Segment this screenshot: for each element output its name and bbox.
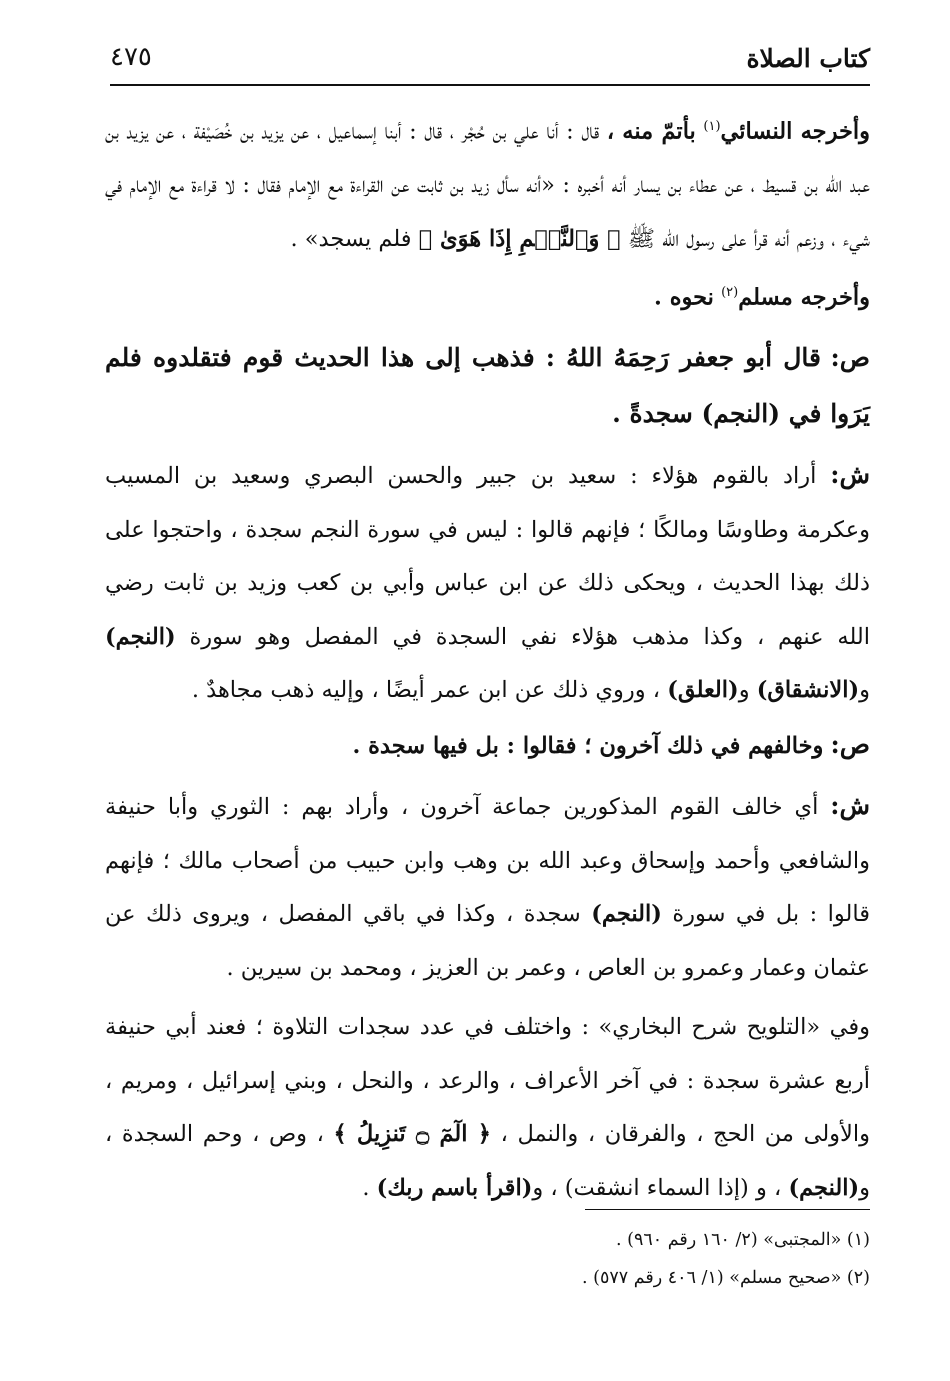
source-lead: وأخرجه النسائي xyxy=(720,118,871,145)
page-header xyxy=(110,40,870,86)
surah-name: (النجم) xyxy=(591,901,662,927)
quran-quote: ﴿ الٓمٓ ۝ تَنزِيلُ ﴾ xyxy=(333,1121,491,1147)
footnote-1: (١) «المجتبى» (٢/ ١٦٠ رقم ٩٦٠) . xyxy=(615,1230,870,1250)
footnote-2: (٢) «صحيح مسلم» (١/ ٤٠٦ رقم ٥٧٧) . xyxy=(582,1268,870,1288)
talwih-text: . xyxy=(362,1174,370,1201)
source-lead: وأخرجه مسلم xyxy=(738,284,870,311)
paragraph-sharh-1 xyxy=(105,448,870,718)
matn-text: وخالفهم في ذلك آخرون ؛ فقالوا : بل فيها سجدة . xyxy=(352,732,824,759)
paragraph-sharh-2 xyxy=(105,779,870,995)
sad-label: ص: xyxy=(830,729,870,759)
footnote-separator xyxy=(585,1209,870,1210)
sharh-text: أراد بالقوم هؤلاء : سعيد بن جبير والحسن البصري وسعيد بن المسيب وعكرمة وطاوسًا ومالكًا ؛ فإنهم قالوا : ليس في سورة النجم سجدة ، واحتجوا على ذلك بهذا الحديث ، ويحكى ذلك عن ابن عباس وأبي بن كعب وزيد بن ثابت رضي الله عنهم ، وكذا مذهب هؤلاء نفي السجدة في المفصل وهو سورة xyxy=(105,463,871,650)
paragraph-talwih xyxy=(105,1001,870,1215)
surah-name: (اقرأ باسم ربك) xyxy=(376,1174,533,1201)
main-text xyxy=(105,100,870,1215)
source-note: بأتمّ منه ، xyxy=(606,118,696,145)
sad-label: ص: xyxy=(830,343,870,372)
source-note: نحوه . xyxy=(654,284,714,311)
matn-text: قال أبو جعفر رَحِمَهُ اللهُ : فذهب إلى هذا الحديث قوم فتقلدوه فلم يَرَوا في (النجم) سجدةً . xyxy=(105,343,870,428)
talwih-text: وفي «التلويح شرح البخاري» : واختلف في عدد سجدات التلاوة ؛ فعند أبي حنيفة أربع عشرة سجدة : في آخر الأعراف ، والرعد ، والنحل ، وبني إسرائيل ، ومريم ، والأولى من الحج ، والفرقان ، والنمل ، xyxy=(105,1014,871,1147)
paragraph-sad-1 xyxy=(105,331,870,442)
conjunction: و xyxy=(859,677,870,703)
paragraph-sad-2 xyxy=(105,718,870,774)
sharh-text: ، وروي ذلك عن ابن عمر أيضًا ، وإليه ذهب مجاهدٌ . xyxy=(191,677,661,703)
paragraph-nasai xyxy=(105,100,870,266)
quran-quote: ﴿ وَٱلنَّجۡمِ إِذَا هَوَىٰ ﴾ xyxy=(418,225,621,252)
surah-name: (النجم) xyxy=(105,623,176,650)
sharh-text: أي خالف القوم المذكورين جماعة آخرون ، وأراد بهم : الثوري وأبا حنيفة والشافعي وأحمد وإسحاق وعبد الله بن وهب وابن حبيب من أصحاب مالك ؛ فإنهم قالوا : بل في سورة xyxy=(105,794,870,927)
footnote-ref[interactable]: (١) xyxy=(703,119,721,134)
hadith-end: فلم يسجد» . xyxy=(290,225,412,252)
sharh-text: سجدة ، وكذا في باقي المفصل ، ويروى ذلك عن عثمان وعمار وعمرو بن العاص ، وعمر بن العزيز ، ومحمد بن سيرين . xyxy=(105,901,870,981)
surah-name: (العلق) xyxy=(667,677,739,703)
surah-name: (الانشقاق) xyxy=(756,677,860,703)
paragraph-muslim xyxy=(105,266,870,325)
hadith-text: قال : أنا علي بن حُجْر ، قال : أبنا إسماعيل ، عن يزيد بن خُصَيْفة ، عن يزيد بن عبد الله بن قسيط ، عن عطاء بن يسار أنه أخبره : «أنه سأل زيد بن ثابت عن القراءة مع الإمام فقال : لا قراءة مع الإمام في شيء ، وزعم أنه قرأ على رسول الله ﷺ xyxy=(105,118,870,252)
conjunction: و xyxy=(738,677,750,703)
talwih-text: ، وص ، وحم السجدة ، و xyxy=(105,1121,870,1201)
footnote-ref[interactable]: (٢) xyxy=(721,285,739,300)
page-number: ٤٧٥ xyxy=(110,42,152,72)
shin-label: ش: xyxy=(830,791,871,820)
shin-label: ش: xyxy=(830,460,870,489)
talwih-text: ، و (إذا السماء انشقت) ، و xyxy=(532,1174,782,1201)
surah-name: (النجم) xyxy=(788,1174,860,1201)
chapter-title: كتاب الصلاة xyxy=(746,44,870,73)
